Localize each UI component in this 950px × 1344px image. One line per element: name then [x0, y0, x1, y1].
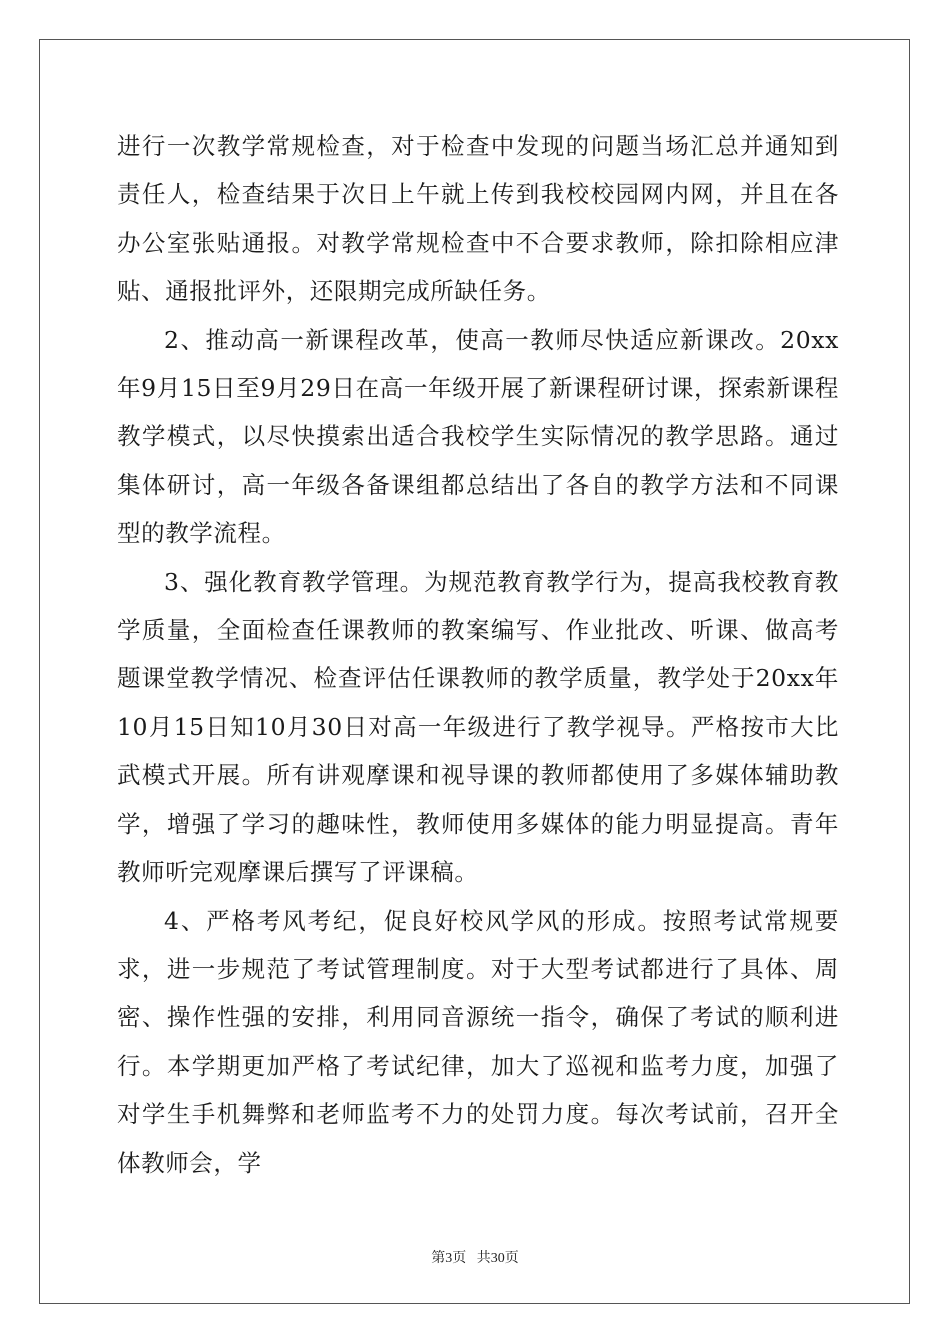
paragraph-2: 2、推动高一新课程改革，使高一教师尽快适应新课改。20xx年9月15日至9月29日在高一年级开展了新课程研讨课，探索新课程教学模式，以尽快摸索出适合我校学生实际情况的教学思路。通过集体研讨，高一年级各备课组都总结出了各自的教学方法和不同课型的教学流程。	[117, 325, 839, 548]
document-body	[117, 122, 839, 1187]
page-number-footer: 第3页 共30页	[431, 1251, 519, 1266]
paragraph-3: 3、强化教育教学管理。为规范教育教学行为，提高我校教育教学质量，全面检查任课教师的教案编写、作业批改、听课、做高考题课堂教学情况、检查评估任课教师的教学质量，教学处于20xx年10月15日知10月30日对高一年级进行了教学视导。严格按市大比武模式开展。所有讲观摩课和视导课的教师都使用了多媒体辅助教学，增强了学习的趣味性，教师使用多媒体的能力明显提高。青年教师听完观摩课后撰写了评课稿。	[117, 567, 839, 887]
paragraph-4: 4、严格考风考纪，促良好校风学风的形成。按照考试常规要求，进一步规范了考试管理制度。对于大型考试都进行了具体、周密、操作性强的安排，利用同音源统一指令，确保了考试的顺利进行。本学期更加严格了考试纪律，加大了巡视和监考力度，加强了对学生手机舞弊和老师监考不力的处罚力度。每次考试前，召开全体教师会，学	[117, 906, 839, 1177]
paragraph-1: 进行一次教学常规检查，对于检查中发现的问题当场汇总并通知到责任人，检查结果于次日上午就上传到我校校园网内网，并且在各办公室张贴通报。对教学常规检查中不合要求教师，除扣除相应津贴、通报批评外，还限期完成所缺任务。	[117, 132, 839, 306]
